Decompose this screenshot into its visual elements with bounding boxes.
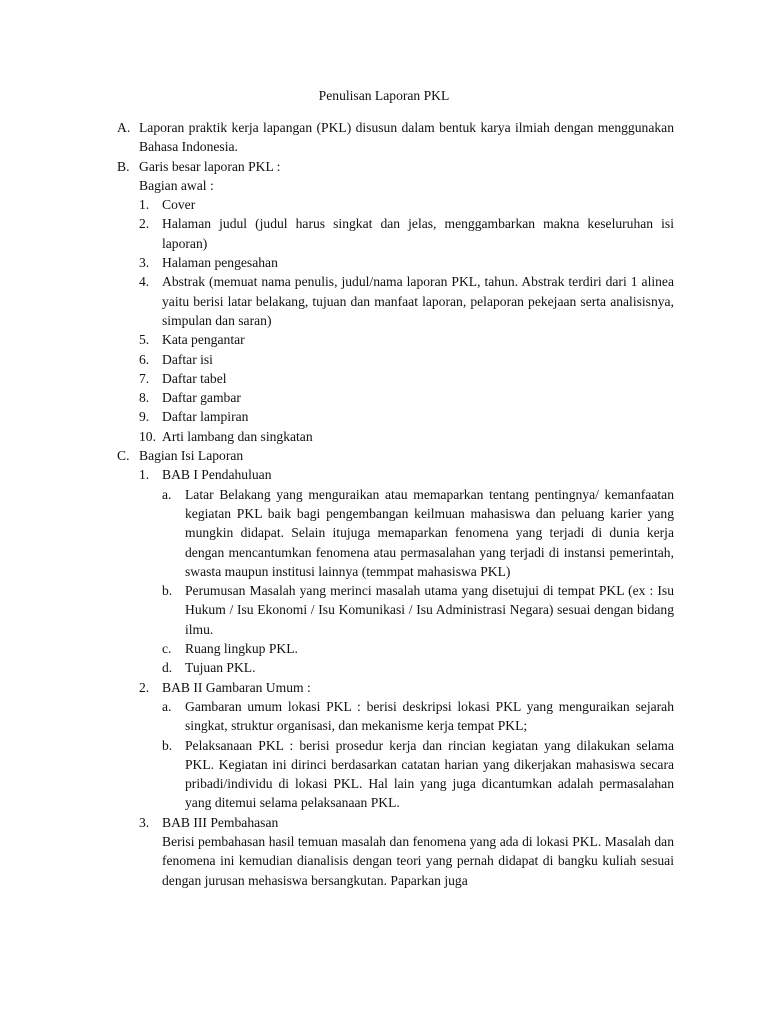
sub-text: Pelaksanaan PKL : berisi prosedur kerja dan rincian kegiatan yang dilakukan selama PKL. Kegiatan ini dirinci berdasarkan catatan harian yang dikerjakan mahasiswa secara pribadi/individu di lokasi PKL. Hal lain yang juga dicantumkan adalah permasalahan yang ditemui selama pelaksanaan PKL. xyxy=(185,737,674,811)
list-item xyxy=(117,330,674,349)
list-text: Arti lambang dan singkatan xyxy=(162,428,313,444)
list-item xyxy=(117,350,674,369)
list-text: Halaman pengesahan xyxy=(162,255,278,271)
list-item xyxy=(117,195,674,214)
list-text: Halaman judul (judul harus singkat dan jelas, menggambarkan makna keseluruhan isi laporan) xyxy=(162,216,674,251)
sub-item xyxy=(117,658,674,677)
list-text: Abstrak (memuat nama penulis, judul/nama laporan PKL, tahun. Abstrak terdiri dari 1 alinea yaitu berisi latar belakang, tujuan dan manfaat laporan, pelaporan pekejaan serta analisisnya, simpulan dan saran) xyxy=(162,274,674,328)
list-item xyxy=(117,427,674,446)
list-text: Daftar tabel xyxy=(162,370,227,386)
chapter-item xyxy=(117,678,674,697)
sub-marker: d. xyxy=(162,660,173,676)
sub-marker: b. xyxy=(162,583,173,599)
sub-text: Gambaran umum lokasi PKL : berisi deskripsi lokasi PKL yang menguraikan sejarah singkat, struktur organisasi, dan mekanisme kerja tempat PKL; xyxy=(185,698,674,734)
section-b xyxy=(117,157,674,176)
section-text: Garis besar laporan PKL : xyxy=(139,158,281,174)
subheading-bagian-awal: Bagian awal : xyxy=(139,177,214,193)
list-text: Daftar lampiran xyxy=(162,409,249,425)
list-item xyxy=(117,388,674,407)
section-text: Bagian Isi Laporan xyxy=(139,448,244,464)
sub-text: Perumusan Masalah yang merinci masalah utama yang disetujui di tempat PKL (ex : Isu Hukum / Isu Ekonomi / Isu Komunikasi / Isu Administrasi Negara) sesuai dengan bidang ilmu. xyxy=(185,583,674,637)
page-title: Penulisan Laporan PKL xyxy=(318,88,450,103)
list-item xyxy=(117,253,674,272)
list-text: Cover xyxy=(162,197,196,213)
chapter-marker: 3. xyxy=(139,814,150,830)
list-marker: 2. xyxy=(139,216,150,232)
chapter-title: BAB I Pendahuluan xyxy=(162,467,272,483)
sub-item xyxy=(117,697,674,736)
section-marker: A. xyxy=(117,120,131,135)
sub-item xyxy=(117,485,674,581)
list-item xyxy=(117,407,674,426)
list-marker: 5. xyxy=(139,332,150,348)
chapter-marker: 2. xyxy=(139,679,150,695)
sub-marker: a. xyxy=(162,486,172,502)
list-text: Kata pengantar xyxy=(162,332,245,348)
sub-item xyxy=(117,736,674,813)
sub-text: Latar Belakang yang menguraikan atau memaparkan tentang pentingnya/ kemanfaatan kegiatan PKL baik bagi pengembangan keilmuan mahasiswa dan peluang karier yang mungkin didapat. Selain itujuga memaparkan fenomena yang terjadi di dunia kerja dengan mencantumkan fenomena atau permasalahan yang terjadi di instansi pemerintah, swasta maupun institusi lainnya (temmpat mahasiswa PKL) xyxy=(185,486,674,579)
list-marker: 4. xyxy=(139,274,150,290)
sub-marker: b. xyxy=(162,737,173,753)
sub-item xyxy=(117,639,674,658)
chapter-paragraph: Berisi pembahasan hasil temuan masalah dan fenomena yang ada di lokasi PKL. Masalah dan fenomena ini kemudian dianalisis dengan teori yang pernah didapat di bangku kuliah sesuai dengan jurusan mehasiswa bersangkutan. Paparkan juga xyxy=(162,833,674,888)
list-text: Daftar gambar xyxy=(162,390,241,406)
chapter-title: BAB III Pembahasan xyxy=(162,814,279,830)
sub-text: Tujuan PKL. xyxy=(185,660,256,676)
chapter-title: BAB II Gambaran Umum : xyxy=(162,679,311,695)
list-item xyxy=(117,369,674,388)
section-marker: C. xyxy=(117,448,130,464)
sub-text: Ruang lingkup PKL. xyxy=(185,641,298,657)
section-marker: B. xyxy=(117,158,130,174)
list-marker: 10. xyxy=(139,428,156,444)
sub-item xyxy=(117,581,674,639)
list-marker: 3. xyxy=(139,255,150,271)
list-item xyxy=(117,272,674,330)
list-item xyxy=(117,214,674,253)
sub-marker: c. xyxy=(162,641,172,657)
chapter-item xyxy=(117,813,674,832)
section-c xyxy=(117,446,674,465)
section-text: Laporan praktik kerja lapangan (PKL) disusun dalam bentuk karya ilmiah dengan menggunakan Bahasa Indonesia. xyxy=(139,120,674,155)
chapter-item xyxy=(117,465,674,484)
sub-marker: a. xyxy=(162,698,172,714)
list-marker: 1. xyxy=(139,197,150,213)
list-marker: 9. xyxy=(139,409,150,425)
section-a xyxy=(117,118,674,157)
list-marker: 8. xyxy=(139,390,150,406)
list-text: Daftar isi xyxy=(162,351,213,367)
chapter-marker: 1. xyxy=(139,467,150,483)
list-marker: 7. xyxy=(139,370,150,386)
document-body xyxy=(117,118,674,890)
list-marker: 6. xyxy=(139,351,150,367)
